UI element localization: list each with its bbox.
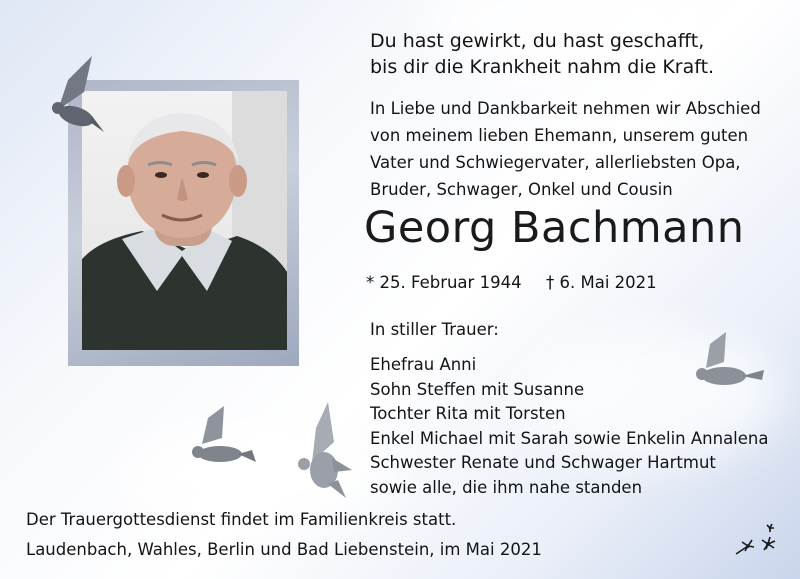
- mourners-list: [370, 353, 768, 500]
- verse-line: Du hast gewirkt, du hast geschafft,: [370, 30, 705, 52]
- flower-icon: [728, 520, 780, 560]
- mourner-line: sowie alle, die ihm nahe standen: [370, 477, 643, 497]
- portrait-illustration: [82, 91, 287, 350]
- death-date: † 6. Mai 2021: [546, 273, 657, 292]
- mourner-line: Schwester Renate und Schwager Hartmut: [370, 453, 716, 472]
- dove-icon: [294, 402, 354, 498]
- mourner-line: Tochter Rita mit Torsten: [370, 404, 566, 423]
- places-date: Laudenbach, Wahles, Berlin und Bad Liebenstein, im Mai 2021: [26, 540, 542, 559]
- portrait-photo: [82, 91, 287, 350]
- farewell-line: Vater und Schwiegervater, allerliebsten Opa,: [370, 153, 741, 172]
- dove-icon: [182, 404, 256, 470]
- birth-date: * 25. Februar 1944: [366, 273, 522, 292]
- farewell-line: Bruder, Schwager, Onkel und Cousin: [370, 180, 673, 199]
- mourner-line: Ehefrau Anni: [370, 355, 477, 374]
- mourner-line: Sohn Steffen mit Susanne: [370, 379, 585, 399]
- deceased-name: Georg Bachmann: [364, 203, 745, 253]
- farewell-line: In Liebe und Dankbarkeit nehmen wir Abschied: [370, 99, 761, 118]
- dove-icon: [46, 50, 106, 136]
- verse: [370, 28, 714, 80]
- service-note: Der Trauergottesdienst findet im Familienkreis statt.: [26, 510, 457, 529]
- farewell-text: [370, 95, 761, 203]
- verse-line: bis dir die Krankheit nahm die Kraft.: [370, 56, 715, 78]
- mourner-line: Enkel Michael mit Sarah sowie Enkelin Annalena: [370, 428, 769, 448]
- farewell-line: von meinem lieben Ehemann, unserem guten: [370, 126, 749, 145]
- mourners-heading: In stiller Trauer:: [370, 320, 499, 339]
